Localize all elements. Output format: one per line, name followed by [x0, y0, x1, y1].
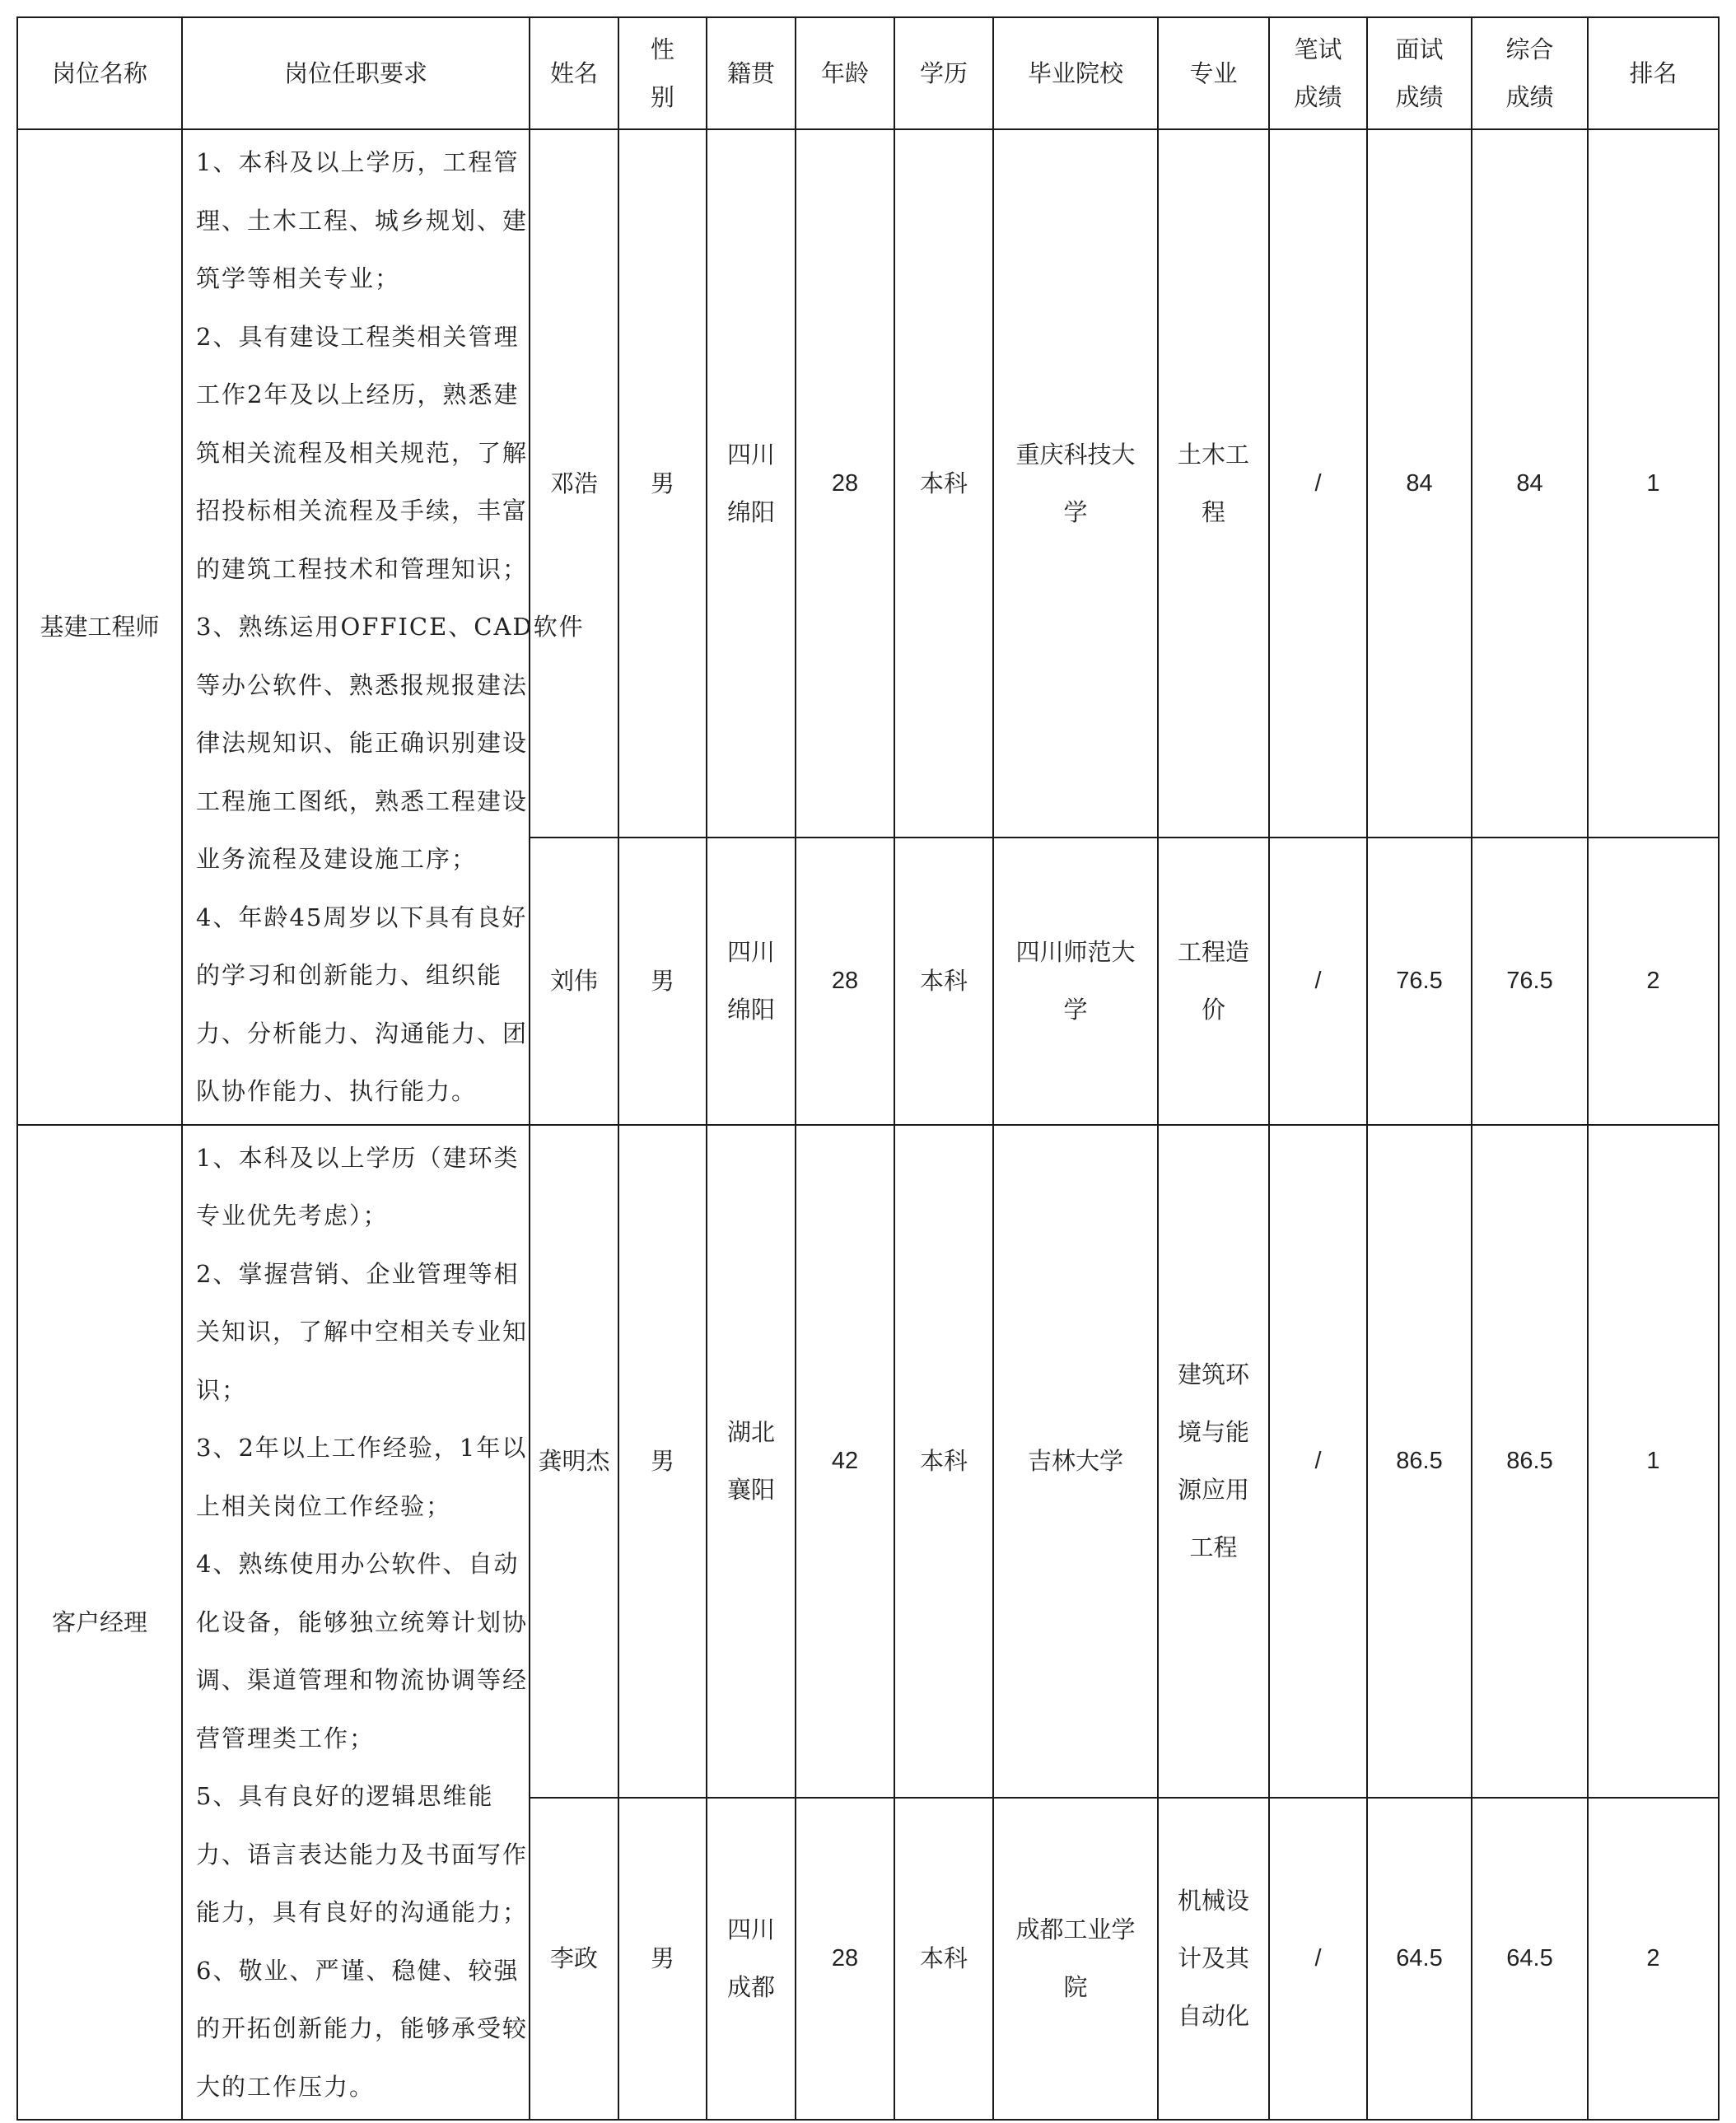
- requirement-line: 招投标相关流程及手续，丰富: [196, 497, 529, 525]
- written-score-cell: /: [1269, 129, 1367, 838]
- name-cell: 邓浩: [530, 129, 618, 838]
- written-score-cell: /: [1269, 1798, 1367, 2120]
- education-cell: 本科: [894, 129, 993, 838]
- interview-score-cell: 64.5: [1367, 1798, 1472, 2120]
- name-cell: 刘伟: [530, 838, 618, 1124]
- requirement-line: 律法规知识、能正确识别建设: [196, 729, 529, 757]
- requirement-line: 大的工作压力。: [196, 2072, 376, 2101]
- age-cell: 28: [796, 129, 894, 838]
- age-cell: 28: [796, 1798, 894, 2120]
- total-score-cell: 86.5: [1472, 1125, 1588, 1798]
- position-cell: 客户经理: [17, 1125, 182, 2121]
- requirement-line: 营管理类工作；: [196, 1724, 376, 1752]
- candidate-results-table: [16, 16, 1720, 2121]
- major-cell: 机械设 计及其 自动化: [1158, 1798, 1269, 2120]
- header-row: [17, 17, 1719, 129]
- table-row: [17, 129, 1719, 838]
- gender-cell: 男: [618, 129, 707, 838]
- requirement-line: 1、本科及以上学历，工程管: [196, 148, 520, 176]
- requirement-line: 能力，具有良好的沟通能力；: [196, 1898, 529, 1926]
- header-rank: 排名: [1588, 17, 1719, 129]
- position-cell: 基建工程师: [17, 129, 182, 1125]
- requirement-line: 3、2年以上工作经验，1年以: [196, 1434, 528, 1462]
- requirement-line: 工程施工图纸，熟悉工程建设: [196, 786, 529, 815]
- requirement-line: 1、本科及以上学历（建环类: [196, 1143, 520, 1172]
- requirement-line: 筑学等相关专业；: [196, 264, 401, 292]
- requirement-line: 力、语言表达能力及书面写作: [196, 1840, 529, 1869]
- gender-cell: 男: [618, 838, 707, 1124]
- requirement-line: 队协作能力、执行能力。: [196, 1077, 478, 1105]
- header-origin: 籍贯: [707, 17, 796, 129]
- requirement-line: 6、敬业、严谨、稳健、较强: [196, 1956, 520, 1985]
- major-cell: 工程造 价: [1158, 838, 1269, 1124]
- total-score-cell: 84: [1472, 129, 1588, 838]
- header-gender: 性 别: [618, 17, 707, 129]
- requirement-line: 5、具有良好的逻辑思维能: [196, 1782, 494, 1810]
- rank-cell: 1: [1588, 1125, 1719, 1798]
- requirement-line: 理、土木工程、城乡规划、建: [196, 206, 529, 235]
- major-cell: 建筑环 境与能 源应用 工程: [1158, 1125, 1269, 1798]
- table-row: [17, 1125, 1719, 1798]
- total-score-cell: 76.5: [1472, 838, 1588, 1124]
- requirement-line: 上相关岗位工作经验；: [196, 1491, 452, 1520]
- interview-score-cell: 86.5: [1367, 1125, 1472, 1798]
- education-cell: 本科: [894, 838, 993, 1124]
- age-cell: 28: [796, 838, 894, 1124]
- header-age: 年龄: [796, 17, 894, 129]
- requirement-line: 力、分析能力、沟通能力、团: [196, 1019, 529, 1048]
- name-cell: 李政: [530, 1798, 618, 2120]
- requirement-line: 的学习和创新能力、组织能: [196, 961, 503, 989]
- requirement-line: 2、具有建设工程类相关管理: [196, 322, 520, 351]
- school-cell: 重庆科技大 学: [993, 129, 1158, 838]
- header-school: 毕业院校: [993, 17, 1158, 129]
- gender-cell: 男: [618, 1798, 707, 2120]
- header-major: 专业: [1158, 17, 1269, 129]
- results-table-sheet: [16, 16, 1718, 2110]
- education-cell: 本科: [894, 1798, 993, 2120]
- requirement-line: 4、年龄45周岁以下具有良好: [196, 903, 528, 931]
- requirement-line: 3、熟练运用OFFICE、CAD软件: [196, 613, 585, 641]
- header-interview-score: 面试 成绩: [1367, 17, 1472, 129]
- requirement-line: 专业优先考虑）；: [196, 1201, 389, 1229]
- requirement-line: 工作2年及以上经历，熟悉建: [196, 380, 520, 408]
- written-score-cell: /: [1269, 838, 1367, 1124]
- requirement-line: 2、掌握营销、企业管理等相: [196, 1259, 520, 1288]
- origin-cell: 四川 绵阳: [707, 129, 796, 838]
- requirement-line: 识；: [196, 1375, 248, 1404]
- requirement-line: 调、渠道管理和物流协调等经: [196, 1666, 529, 1694]
- requirement-line: 4、熟练使用办公软件、自动: [196, 1550, 520, 1578]
- requirement-line: 等办公软件、熟悉报规报建法: [196, 670, 529, 699]
- requirement-line: 化设备，能够独立统筹计划协: [196, 1607, 529, 1636]
- header-requirements: 岗位任职要求: [182, 17, 530, 129]
- gender-cell: 男: [618, 1125, 707, 1798]
- school-cell: 四川师范大 学: [993, 838, 1158, 1124]
- rank-cell: 1: [1588, 129, 1719, 838]
- header-position: 岗位名称: [17, 17, 182, 129]
- requirement-line: 的开拓创新能力，能够承受较: [196, 2014, 529, 2042]
- name-cell: 龚明杰: [530, 1125, 618, 1798]
- header-education: 学历: [894, 17, 993, 129]
- school-cell: 成都工业学 院: [993, 1798, 1158, 2120]
- age-cell: 42: [796, 1125, 894, 1798]
- header-name: 姓名: [530, 17, 618, 129]
- education-cell: 本科: [894, 1125, 993, 1798]
- rank-cell: 2: [1588, 1798, 1719, 2120]
- major-cell: 土木工 程: [1158, 129, 1269, 838]
- origin-cell: 湖北 襄阳: [707, 1125, 796, 1798]
- rank-cell: 2: [1588, 838, 1719, 1124]
- header-written-score: 笔试 成绩: [1269, 17, 1367, 129]
- header-total-score: 综合 成绩: [1472, 17, 1588, 129]
- requirement-line: 关知识，了解中空相关专业知: [196, 1318, 529, 1346]
- total-score-cell: 64.5: [1472, 1798, 1588, 2120]
- requirements-cell: [182, 1125, 530, 2121]
- interview-score-cell: 76.5: [1367, 838, 1472, 1124]
- origin-cell: 四川 绵阳: [707, 838, 796, 1124]
- interview-score-cell: 84: [1367, 129, 1472, 838]
- requirement-line: 业务流程及建设施工序；: [196, 845, 478, 873]
- written-score-cell: /: [1269, 1125, 1367, 1798]
- origin-cell: 四川 成都: [707, 1798, 796, 2120]
- school-cell: 吉林大学: [993, 1125, 1158, 1798]
- requirement-line: 的建筑工程技术和管理知识；: [196, 554, 529, 583]
- requirement-line: 筑相关流程及相关规范，了解: [196, 438, 529, 467]
